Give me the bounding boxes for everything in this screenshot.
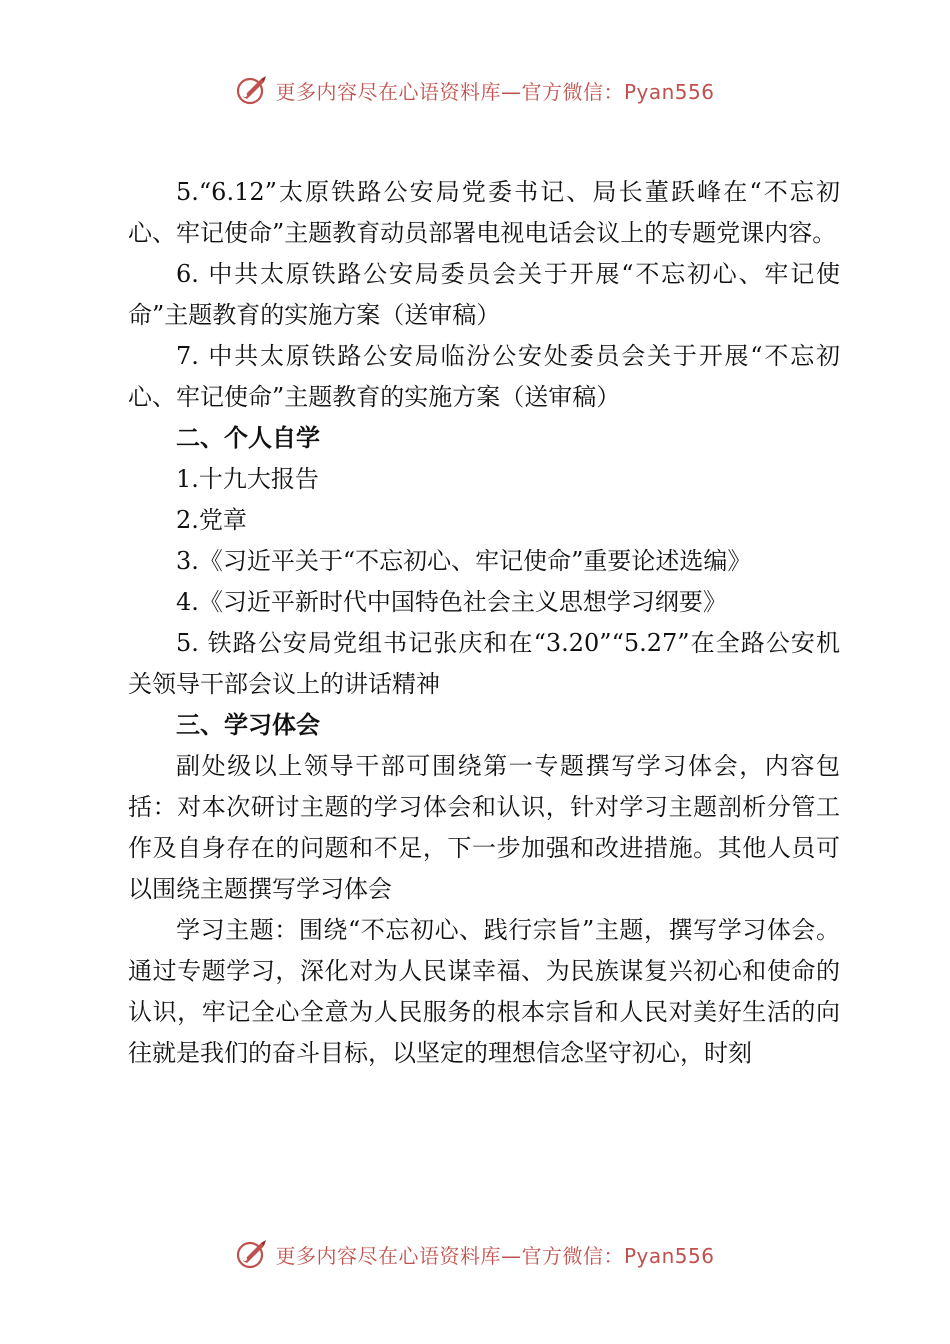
paragraph-item-6-study-material: 6. 中共太原铁路公安局委员会关于开展“不忘初心、牢记使命”主题教育的实施方案（送审稿） — [128, 260, 840, 329]
paragraph-item-5-study-material: 5.“6.12”太原铁路公安局党委书记、局长董跃峰在“不忘初心、牢记使命”主题教育动员部署电视电话会议上的专题党课内容。 — [128, 178, 840, 247]
self-study-item-1: 1.十九大报告 — [176, 465, 319, 493]
self-study-item-4: 4.《习近平新时代中国特色社会主义思想学习纲要》 — [176, 588, 727, 616]
footer-watermark-banner — [0, 1232, 950, 1276]
document-body — [128, 172, 840, 1074]
header-watermark-text: 更多内容尽在心语资料库—官方微信：Pyan556 — [275, 79, 715, 104]
section-heading-self-study: 二、个人自学 — [176, 424, 320, 452]
footer-watermark-text: 更多内容尽在心语资料库—官方微信：Pyan556 — [275, 1243, 715, 1268]
paragraph-item-7-study-material: 7. 中共太原铁路公安局临汾公安处委员会关于开展“不忘初心、牢记使命”主题教育的实施方案（送审稿） — [128, 342, 840, 411]
reflection-body-paragraph-2: 学习主题：围绕“不忘初心、践行宗旨”主题，撰写学习体会。通过专题学习，深化对为人民谋幸福、为民族谋复兴初心和使命的认识，牢记全心全意为人民服务的根本宗旨和人民对美好生活的向往就是我们的奋斗目标，以坚定的理想信念坚守初心，时刻 — [128, 916, 840, 1067]
self-study-item-5: 5. 铁路公安局党组书记张庆和在“3.20”“5.27”在全路公安机关领导干部会议上的讲话精神 — [128, 629, 840, 698]
self-study-item-2: 2.党章 — [176, 506, 247, 534]
quill-pen-icon — [235, 1237, 269, 1271]
header-watermark-banner — [0, 68, 950, 112]
section-heading-study-reflection: 三、学习体会 — [176, 711, 320, 739]
reflection-body-paragraph-1: 副处级以上领导干部可围绕第一专题撰写学习体会，内容包括：对本次研讨主题的学习体会和认识，针对学习主题剖析分管工作及自身存在的问题和不足，下一步加强和改进措施。其他人员可以围绕主题撰写学习体会 — [128, 752, 840, 903]
quill-pen-icon — [235, 73, 269, 107]
self-study-item-3: 3.《习近平关于“不忘初心、牢记使命”重要论述选编》 — [176, 547, 752, 575]
